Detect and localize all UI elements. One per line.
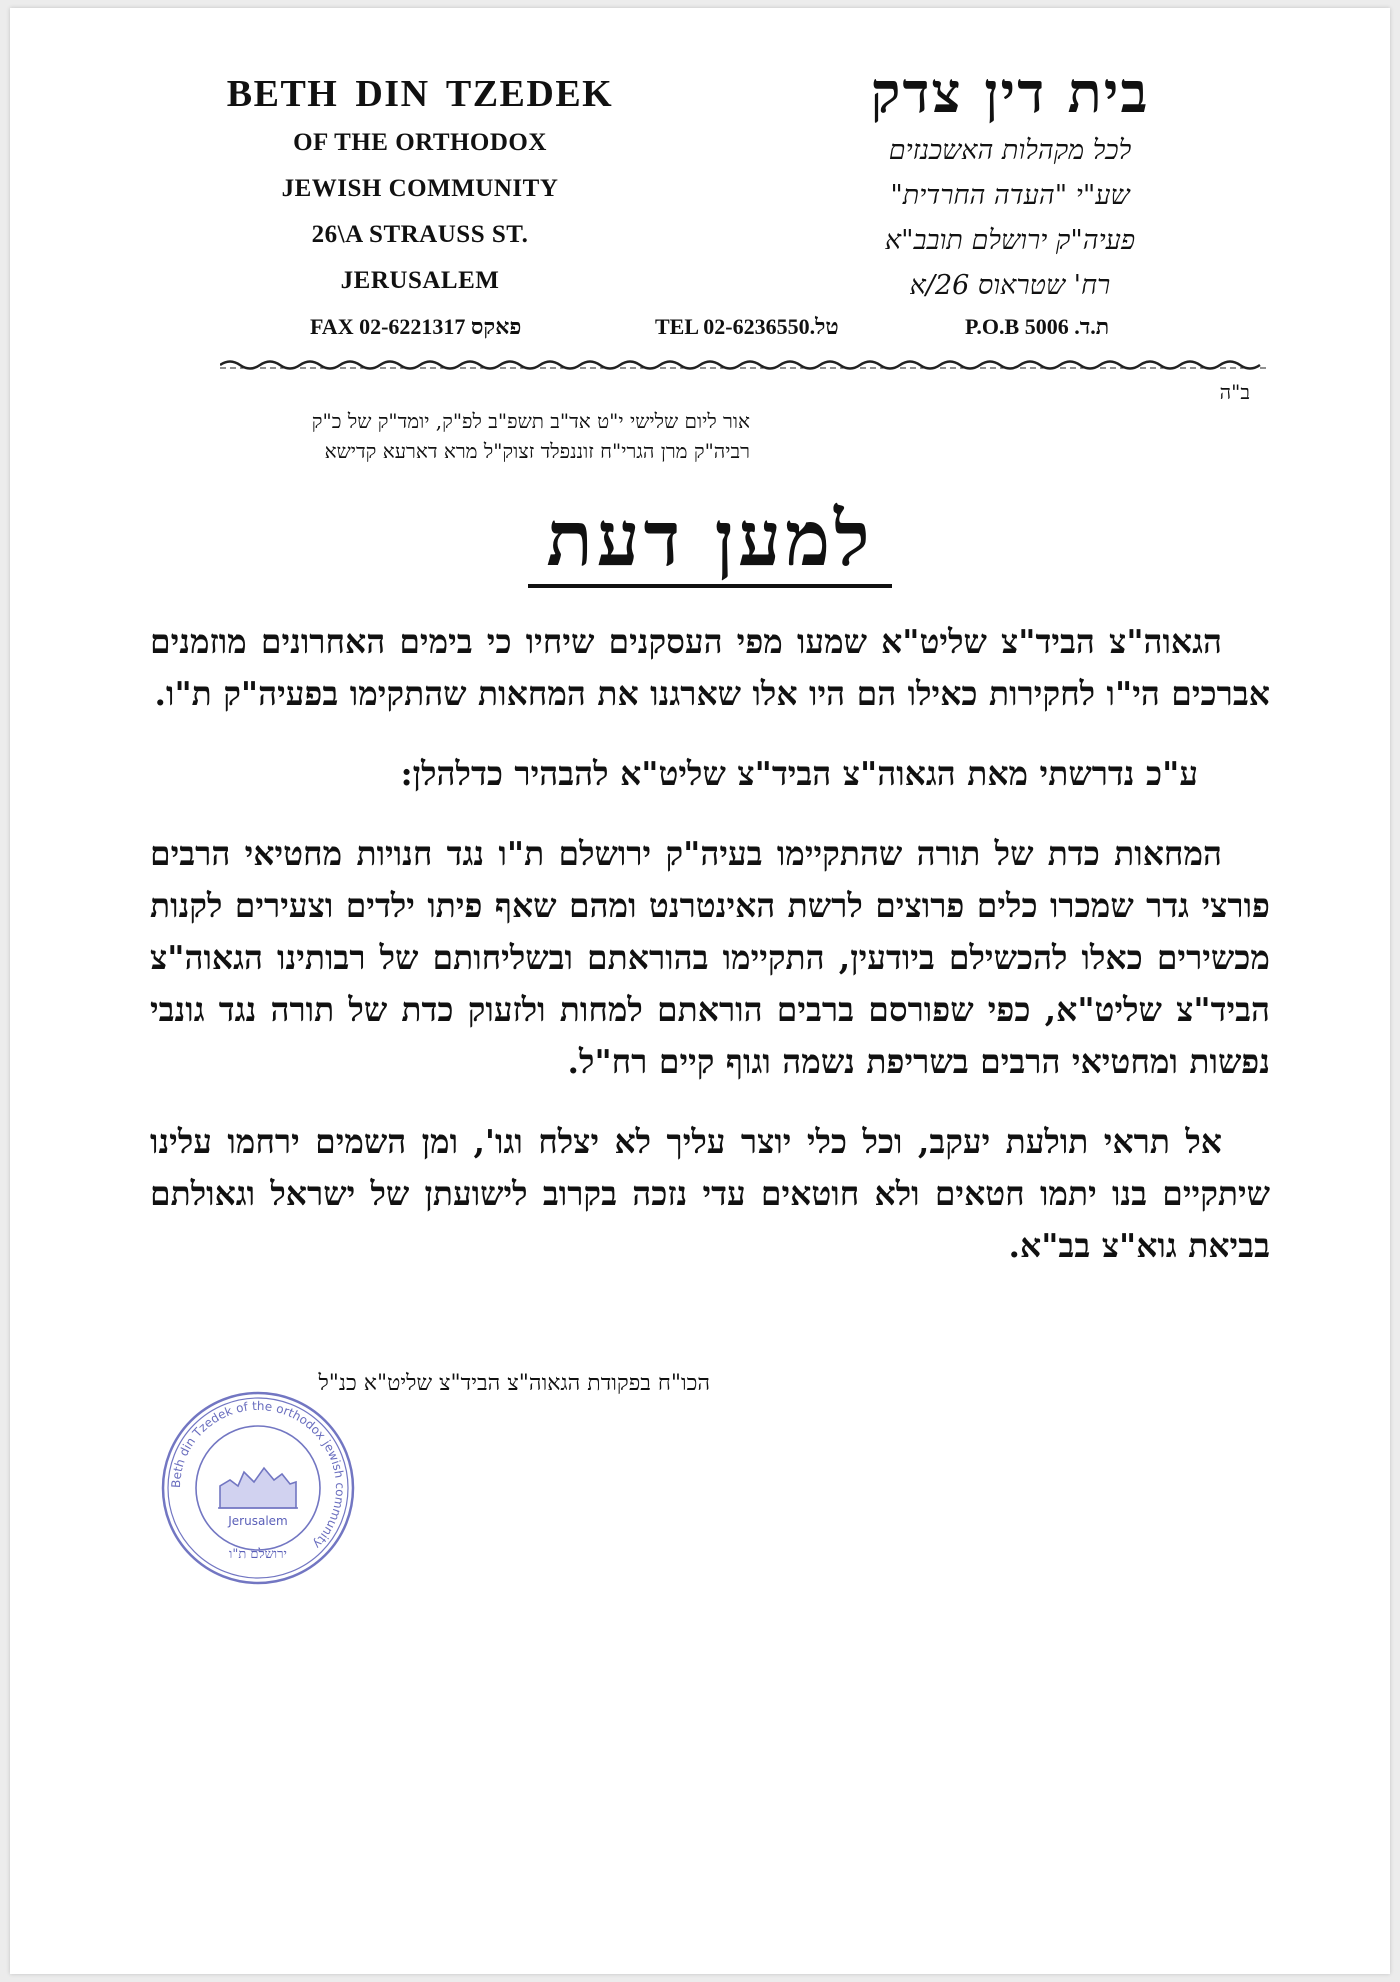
po-box: P.O.B 5006 .ת.ד	[965, 314, 1110, 339]
letterhead-english	[160, 68, 680, 304]
date-line	[150, 406, 750, 466]
letterhead-english-line: JEWISH COMMUNITY	[281, 175, 559, 202]
letterhead-city: JERUSALEM	[340, 267, 500, 294]
page-title-text: למען דעת	[528, 496, 891, 588]
paragraph: המחאות כדת של תורה שהתקיימו בעיה"ק ירושלם ת"ו נגד חנויות מחטיאי הרבים פורצי גדר שמכרו כלים פרוצים לרשת האינטרנט ומהם שאף פיתו ילדים וצעירים לקנות מכשירים כאלו להכשילם ביודעין, התקיימו בהוראתם ובשליחותם של רבותינו הגאוה"צ הביד"צ שליט"א, כפי שפורסם ברבים הוראתם למחות ולזעוק כדת של תורה נגד גונבי נפשות ומחטיאי הרבים בשריפת נשמה וגוף קיים רח"ל.	[150, 834, 1270, 1081]
paragraph: הגאוה"צ הביד"צ שליט"א שמעו מפי העסקנים שיחיו כי בימים האחרונים מוזמנים אברכים הי"ו לחקירות כאילו הם היו אלו שארגנו את המחאות שהתקימו בפעיה"ק ת"ו.	[150, 622, 1270, 713]
letterhead-hebrew-title: בית דין צדק	[870, 60, 1150, 126]
letterhead-contact-row	[310, 314, 1170, 350]
letterhead-hebrew	[800, 58, 1220, 308]
letterhead-hebrew-line: לכל מקהלות האשכנזים	[888, 135, 1132, 166]
document-page	[10, 8, 1390, 1974]
seal-ring-text: Beth din Tzedek of the orthodox jewish community	[168, 1398, 348, 1552]
paragraph: אל תראי תולעת יעקב, וכל כלי יוצר עליך לא יצלח וגו', ומן השמים ירחמו עלינו שיתקיים בנו יתמו חטאים ולא חוטאים עדי נזכה בקרוב לישועתן של ישראל וגאולתם בביאת גוא"צ בב"א.	[150, 1122, 1270, 1265]
letterhead-divider	[220, 358, 1270, 372]
letterhead-english-title: BETH DIN TZEDEK	[226, 73, 614, 115]
phone-number: TEL 02-6236550.טל	[655, 314, 839, 339]
bh-mark: ב"ה	[1219, 380, 1250, 404]
fax-number: FAX 02-6221317 פאקס	[310, 314, 522, 339]
court-seal-stamp	[158, 1388, 358, 1588]
letterhead-hebrew-line: פעיה"ק ירושלם תובב"א	[884, 225, 1136, 256]
date-line-2: רביה"ק מרן הגרי"ח זוננפלד זצוק"ל מרא דארעא קדישא	[324, 439, 750, 463]
letterhead-hebrew-address: רח' שטראוס 26/א	[909, 270, 1111, 301]
seal-center-text: Jerusalem	[228, 1514, 288, 1528]
date-line-1: אור ליום שלישי י"ט אד"ב תשפ"ב לפ"ק, יומד"ק של כ"ק	[311, 409, 750, 433]
page-title	[410, 494, 1010, 588]
letter-body	[150, 616, 1270, 1300]
letterhead-hebrew-line: שע"י "העדה החרדית"	[890, 180, 1130, 211]
signoff: הכו"ח בפקודת הגאוה"צ הביד"צ שליט"א כנ"ל	[318, 1371, 710, 1396]
letterhead-address: 26\A STRAUSS ST.	[311, 221, 529, 248]
seal-bottom-text: ירושלם ת"ו	[229, 1547, 287, 1562]
paragraph: ע"כ נדרשתי מאת הגאוה"צ הביד"צ שליט"א להבהיר כדלהלן:	[400, 754, 1198, 793]
letterhead-english-line: OF THE ORTHODOX	[293, 129, 547, 156]
